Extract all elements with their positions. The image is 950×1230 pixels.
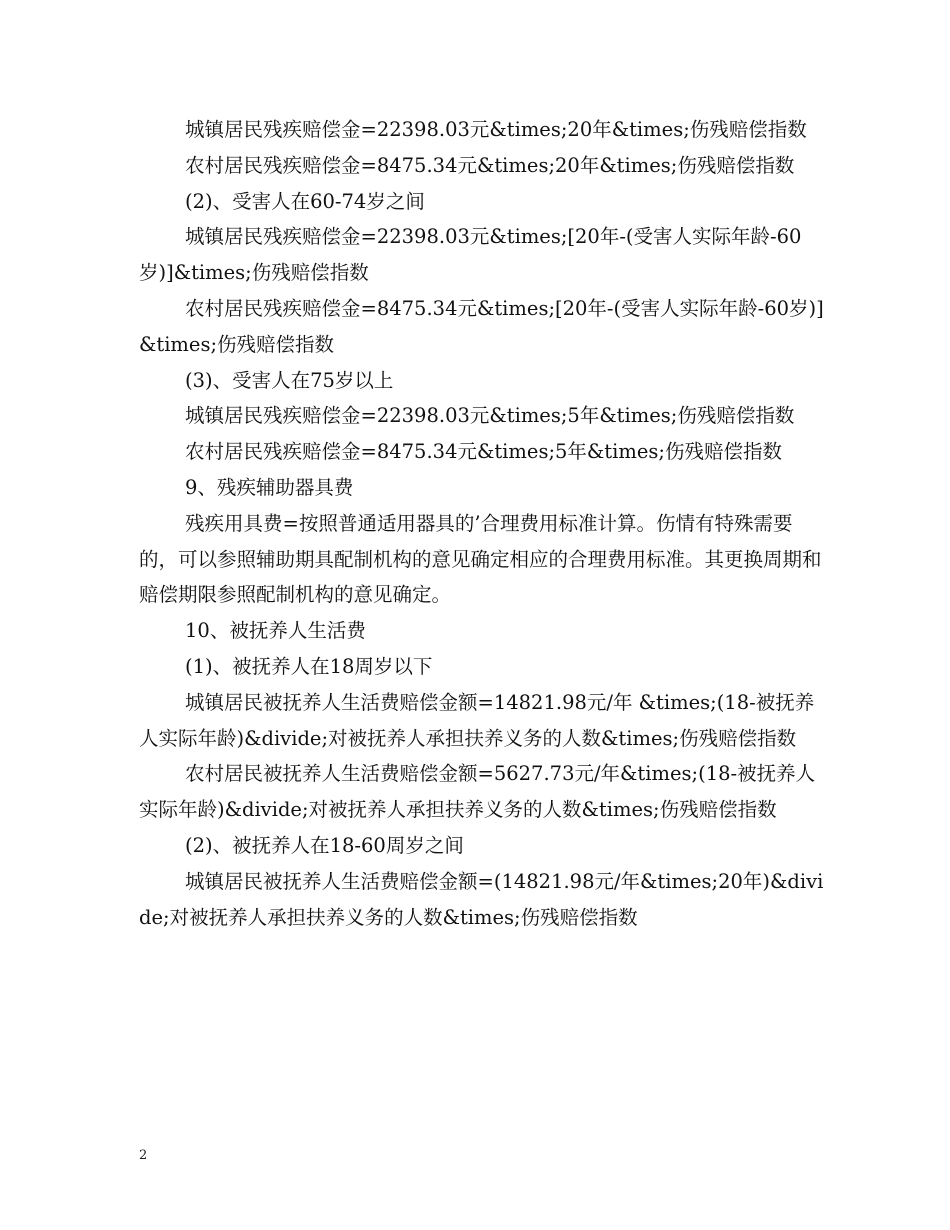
paragraph-urban-disability-75-plus: 城镇居民残疾赔偿金=22398.03元&times;5年&times;伤残赔偿指数 xyxy=(185,404,795,428)
paragraph-heading-75-plus: (3)、受害人在75岁以上 xyxy=(185,368,394,392)
paragraph-rural-disability-75-plus: 农村居民残疾赔偿金=8475.34元&times;5年&times;伤残赔偿指数 xyxy=(185,440,782,464)
paragraph-rural-dependent-under-18: 农村居民被抚养人生活费赔偿金额=5627.73元/年&times;(18-被抚养人实际年龄)&divide;对被抚养人承担扶养义务的人数&times;伤残赔偿指数 xyxy=(139,762,816,822)
paragraph-urban-dependent-under-18: 城镇居民被抚养人生活费赔偿金额=14821.98元/年 &times;(18-被抚养人实际年龄)&divide;对被抚养人承担扶养义务的人数&times;伤残赔偿指数 xyxy=(139,690,815,750)
paragraph-rural-disability-60-74: 农村居民残疾赔偿金=8475.34元&times;[20年-(受害人实际年龄-60岁)]&times;伤残赔偿指数 xyxy=(139,296,824,356)
paragraph-heading-60-74: (2)、受害人在60-74岁之间 xyxy=(185,189,425,213)
paragraph-urban-disability-60-74: 城镇居民残疾赔偿金=22398.03元&times;[20年-(受害人实际年龄-60岁)]&times;伤残赔偿指数 xyxy=(139,225,802,285)
section-heading-dependent-living: 10、被抚养人生活费 xyxy=(185,619,366,643)
paragraph-urban-disability-under-60: 城镇居民残疾赔偿金=22398.03元&times;20年&times;伤残赔偿指数 xyxy=(185,118,807,141)
paragraph-urban-dependent-18-60: 城镇居民被抚养人生活费赔偿金额=(14821.98元/年&times;20年)&divide;对被抚养人承担扶养义务的人数&times;伤残赔偿指数 xyxy=(139,869,824,929)
document-body xyxy=(139,112,829,935)
section-heading-assistive-devices: 9、残疾辅助器具费 xyxy=(185,475,354,499)
paragraph-heading-dependent-under-18: (1)、被抚养人在18周岁以下 xyxy=(185,654,433,678)
paragraph-assistive-devices: 残疾用具费=按照普通适用器具的’合理费用标准计算。伤情有特殊需要的，可以参照辅助期具配制机构的意见确定相应的合理费用标准。其更换周期和赔偿期限参照配制机构的意见确定。 xyxy=(139,511,822,607)
page-number: 2 xyxy=(139,1148,148,1163)
paragraph-rural-disability-under-60: 农村居民残疾赔偿金=8475.34元&times;20年&times;伤残赔偿指数 xyxy=(185,153,795,177)
paragraph-heading-dependent-18-60: (2)、被抚养人在18-60周岁之间 xyxy=(185,833,464,857)
